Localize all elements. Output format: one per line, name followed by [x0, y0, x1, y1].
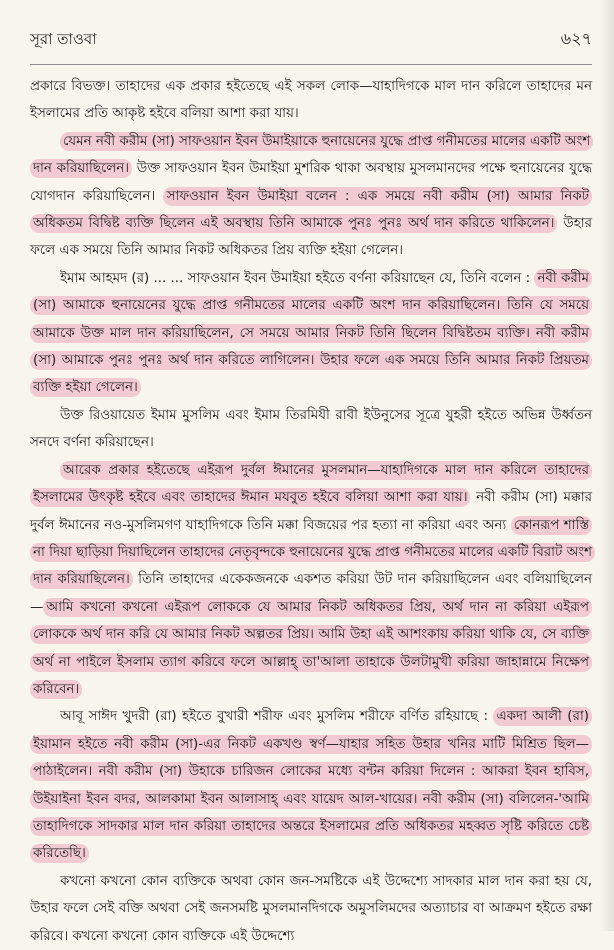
paragraph [30, 402, 592, 457]
highlighted-text: নবী করীম (সা) আমাকে হুনায়েনের যুদ্ধে প্রাপ্ত গনীমতের মালের একটি অংশ দান করিয়াছিলেন। তিনি যে সময়ে আমাকে উক্ত মাল দান করিয়াছিলেন, সে সময়ে আমার নিকট তিনি ছিলেন বিদ্বিষ্টতম ব্যক্তি। নবী করীম (সা) আমাকে পুনঃ পুনঃ অর্থ দান করিতে লাগিলেন। উহার ফলে এক সময়ে তিনি আমার নিকট প্রিয়তম ব্যক্তি হইয়া গেলেন। [30, 269, 592, 398]
text-run: আবূ সাঈদ খুদরী (রা) হইতে বুখারী শরীফ এবং মুসলিম শরীফে বর্ণিত রহিয়াছে : [60, 709, 494, 725]
body-text [30, 73, 592, 950]
text-run: কখনো কখনো কোন ব্যক্তিকে অথবা কোন জন-সমষ্টিকে এই উদ্দেশ্যে সাদকার মাল দান করা হয় যে, উহার ফলে সেই বক্তি অথবা সেই জনসমষ্টি মুসলমানদিগকে অমুসলিমদের অত্যাচার বা আক্রমণ হইতে রক্ষা করিবে। কখনো কখনো কোন ব্যক্তিকে এই উদ্দেশ্যে [30, 873, 592, 944]
paragraph [30, 265, 592, 402]
paragraph [30, 868, 592, 950]
page-edge-shadow [600, 0, 614, 931]
running-header [30, 26, 592, 65]
text-run: তিনি তাহাদের একেকজনকে একশত করিয়া উট দান করিয়াছিলেন এবং বলিয়াছিলেন— [30, 572, 592, 615]
highlighted-text: আরেক প্রকার হইতেছে এইরূপ দুর্বল ঈমানের মুসলমান—যাহাদিগকে মাল দান করিলে তাহাদের ইসলামের উৎকৃষ্ট হইবে এবং তাহাদের ঈমান মযবুত হইবে বলিয়া আশা করা যায়। [30, 461, 592, 507]
paragraph [30, 128, 592, 265]
highlighted-text: সাফওয়ান ইবন উমাইয়া বলেন : এক সময়ে নবী করীম (সা) আমার নিকট অধিকতম বিদ্বিষ্ট ব্যক্তি ছিলেন এই অবস্থায় তিনি আমাকে পুনঃ পুনঃ অর্থ দান করিতে থাকিলেন। [30, 187, 592, 233]
paragraph [30, 73, 592, 128]
text-run: নবী করীম (সা) মক্কার দুর্বল ঈমানের নও-মুসলিমগণ যাহাদিগকে তিনি মক্কা বিজয়ের পর হত্যা না করিয়া এবং অন্য [30, 490, 592, 533]
highlighted-text: আমি কখনো কখনো এইরূপ লোককে যে আমার নিকট অধিকতর প্রিয়, অর্থ দান না করিয়া এইরূপ লোককে অর্থ দান করি যে আমার নিকট অল্পতর প্রিয়। আমি উহা এই আশংকায় করিয়া থাকি যে, সে ব্যক্তি অর্থ না পাইলে ইসলাম ত্যাগ করিবে ফলে আল্লাহ্‌ তা'আলা তাহাকে উলটামুখী করিয়া জাহান্নামে নিক্ষেপ করিবেন। [30, 598, 592, 699]
text-run: উহার ফলে এক সময়ে তিনি আমার নিকট অধিকতর প্রিয় ব্যক্তি হইয়া গেলেন। [30, 216, 592, 259]
paragraph [30, 703, 592, 867]
paragraph [30, 457, 592, 704]
text-run: উক্ত রিওয়ায়েত ইমাম মুসলিম এবং ইমাম তিরমিযী রাবী ইউনুসের সূত্রে যুহরী হইতে অভিন্ন উর্ধ্বতন সনদে বর্ণনা করিয়াছেন। [30, 407, 592, 451]
text-run: ইমাম আহমদ (র) ... ... সাফওয়ান ইবন উমাইয়া হইতে বর্ণনা করিয়াছেন যে, তিনি বলেন : [60, 270, 535, 286]
page-number: ৬২৭ [560, 29, 592, 48]
text-run: প্রকারে বিভক্ত। তাহাদের এক প্রকার হইতেছে এই সকল লোক—যাহাদিগকে মাল দান করিলে তাহাদের মন ইসলামের প্রতি আকৃষ্ট হইবে বলিয়া আশা করা যায়। [30, 79, 592, 122]
text-run: উক্ত সাফওয়ান ইবন উমাইয়া মুশরিক থাকা অবস্থায় মুসলমানদের পক্ষে হুনায়েনের যুদ্ধে যোগদান করিয়াছিলেন। [30, 161, 592, 204]
highlighted-text: একদা আলী (রা) ইয়ামান হইতে নবী করীম (সা)-এর নিকট একখণ্ড স্বর্ণ—যাহার সহিত উহার খনির মাটি মিশ্রিত ছিল—পাঠাইলেন। নবী করীম (সা) উহাকে চারিজন লোকের মধ্যে বন্টন করিয়া দিলেন : আকরা ইবন হাবিস, উইয়াইনা ইবন বদর, আলকামা ইবন আলাসাহ্‌ এবং যায়েদ আল-খায়ের। নবী করীম (সা) বলিলেন-'আমি তাহাদিগকে সাদকার মাল দান করিয়া তাহাদের অন্তরে ইসলামের প্রতি অধিকতর মহব্বত সৃষ্টি করিতে চেষ্ট করিতেছি। [30, 707, 592, 863]
highlighted-text: কোনরূপ শাস্তি না দিয়া ছাড়িয়া দিয়াছিলেন তাহাদের নেতৃবৃন্দকে হুনায়েনের যুদ্ধে প্রাপ্ত গনীমতের মালের একটি বিরাট অংশ দান করিয়াছিলেন। [30, 516, 595, 590]
highlighted-text: যেমন নবী করীম (সা) সাফওয়ান ইবন উমাইয়াকে হুনায়েনের যুদ্ধে প্রাপ্ত গনীমতের মালের একটি অংশ দান করিয়াছিলেন। [30, 132, 593, 178]
chapter-title: সূরা তাওবা [30, 30, 97, 48]
